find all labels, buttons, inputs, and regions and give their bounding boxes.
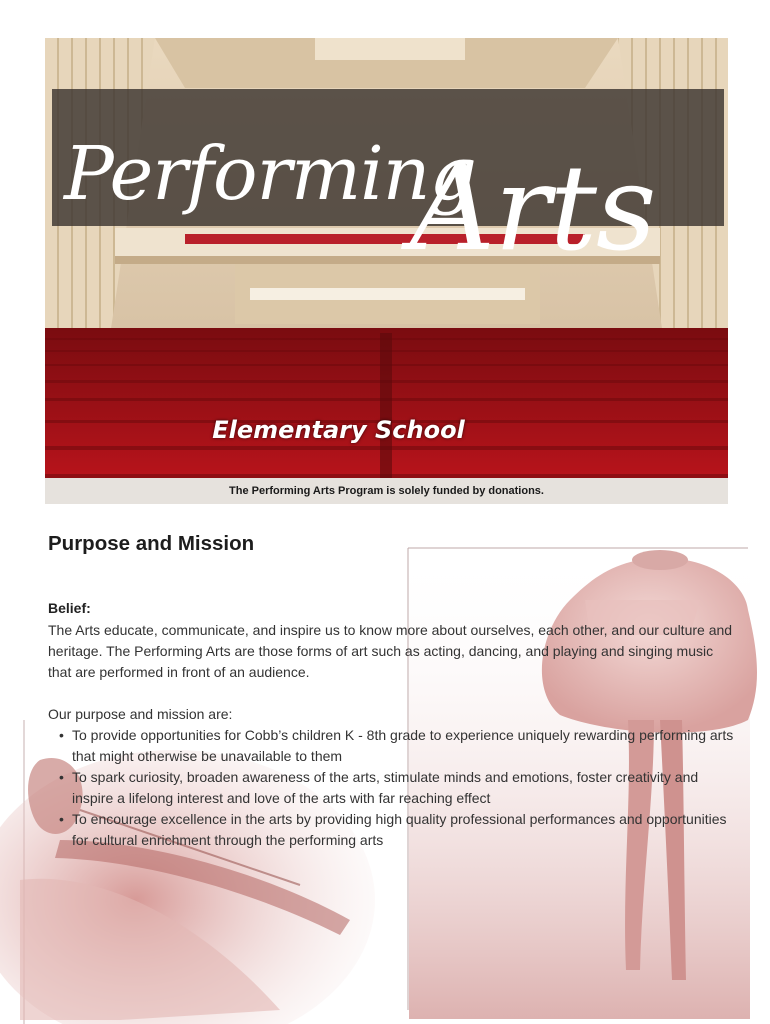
- purpose-list-item: [59, 767, 738, 809]
- belief-label: Belief:: [48, 600, 91, 616]
- banner-title-arts: Arts: [410, 139, 656, 277]
- banner-subtitle-text: Elementary School: [212, 416, 465, 444]
- title-band: [52, 89, 724, 277]
- purpose-item-text: To provide opportunities for Cobb’s children K - 8th grade to experience uniquely rewarding performing arts that might otherwise be unavailable to them: [72, 727, 734, 764]
- purpose-list-item: [59, 725, 738, 767]
- purpose-section: [48, 532, 738, 851]
- bullet-icon: •: [59, 727, 64, 743]
- section-title: Purpose and Mission: [48, 532, 255, 555]
- purpose-list: [48, 725, 738, 851]
- belief-text: The Arts educate, communicate, and inspire us to know more about ourselves, each other, and our culture and heritage. The Performing Arts are those forms of art such as acting, dancing, and playing and singing music that are performed in front of an audience.: [48, 622, 733, 680]
- bullet-icon: •: [59, 769, 64, 785]
- purpose-intro: Our purpose and mission are:: [48, 706, 233, 722]
- funding-note: The Performing Arts Program is solely funded by donations.: [45, 478, 728, 504]
- bullet-icon: •: [59, 811, 64, 827]
- purpose-item-text: To encourage excellence in the arts by providing high quality professional performances and opportunities for cultural enrichment through the performing arts: [72, 811, 727, 848]
- banner-subtitle: [45, 416, 728, 444]
- purpose-item-text: To spark curiosity, broaden awareness of the arts, stimulate minds and emotions, foster creativity and inspire a lifelong interest and love of the arts with far reaching effect: [72, 769, 699, 806]
- hero-banner: [45, 38, 728, 504]
- banner-title-performing: Performing: [64, 131, 476, 217]
- purpose-list-item: [59, 809, 738, 851]
